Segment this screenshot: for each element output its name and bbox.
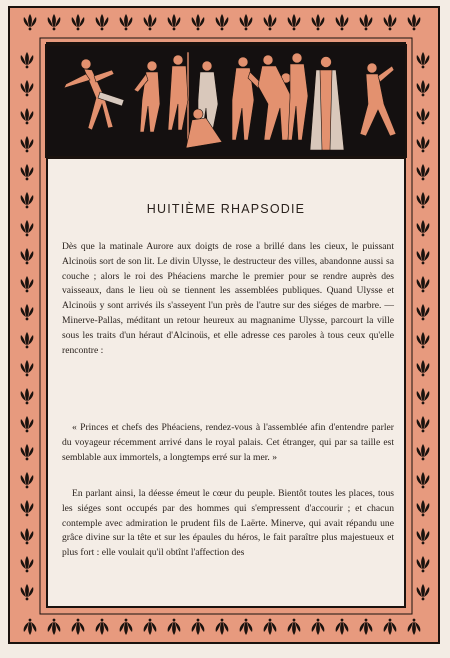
- paragraph-2: « Princes et chefs des Phéaciens, rendez-vous à l'assemblée afin d'entendre parler du voyageur récemment arrivé dans le royal palais. Cet étranger, qui par sa taille est semblable aux immortels, a longtemps erré sur la mer. »: [62, 422, 394, 463]
- paragraph-1: Dès que la matinale Aurore aux doigts de rose a brillé dans les cieux, le puissant Alcinoüs sort de son lit. Le divin Ulysse, le destructeur des villes, abandonne aussi sa couche ; alors le roi des Phéaciens marche le premier pour se rendre auprès des vaisseaux, dans le lieu où se tiennent les assemblées publiques. Quand Ulysse et Alcinoüs y sont arrivés ils s'asseyent l'un près de l'autre sur des siéges de marbre. — Minerve-Pallas, méditant un retour heureux au magnanime Ulysse, parcourt la ville sous les traits d'un héraut d'Alcinoüs, et elle adresse ces paroles à tous ceux qu'elle rencontre :: [62, 241, 394, 356]
- paragraph-3: En parlant ainsi, la déesse émeut le cœur du peuple. Bientôt toutes les places, tous les siéges sont occupés par des hommes qui s'empressent d'accourir ; et chacun contemple avec admiration le prudent fils de Laërte. Minerve, qui avait répandu une grâce divine sur la tête et sur les épaules du héros, le fait paraître plus majestueux et plus fort : elle voulait qu'il obtînt l'affection des: [62, 488, 394, 559]
- chapter-title: HUITIÈME RHAPSODIE: [146, 202, 306, 216]
- text-panel: [46, 157, 406, 608]
